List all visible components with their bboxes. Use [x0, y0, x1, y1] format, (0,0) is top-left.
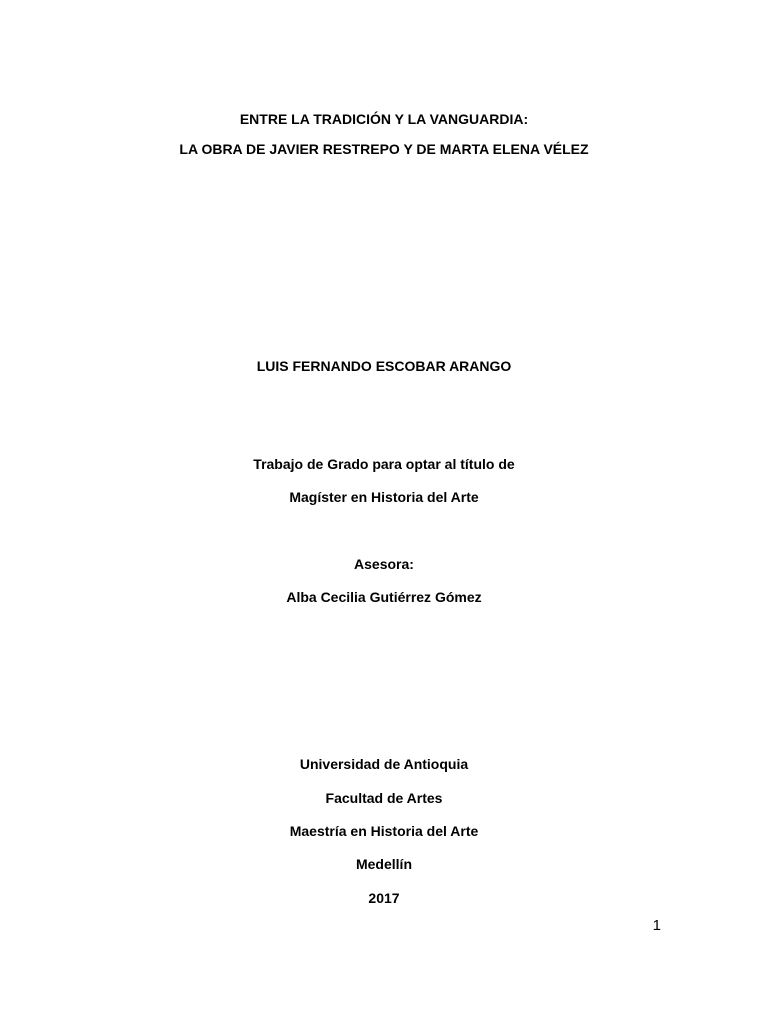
- author-name: LUIS FERNANDO ESCOBAR ARANGO: [256, 358, 512, 374]
- year: 2017: [368, 890, 400, 906]
- advisor-label: Asesora:: [354, 556, 414, 572]
- faculty-name: Facultad de Artes: [325, 790, 443, 806]
- advisor-name: Alba Cecilia Gutiérrez Gómez: [286, 589, 482, 605]
- degree-line-2: Magíster en Historia del Arte: [289, 489, 479, 505]
- page-number: 1: [652, 917, 661, 934]
- title-line-1: ENTRE LA TRADICIÓN Y LA VANGUARDIA:: [239, 111, 529, 127]
- title-line-2: LA OBRA DE JAVIER RESTREPO Y DE MARTA ELENA VÉLEZ: [179, 141, 589, 157]
- university-name: Universidad de Antioquia: [299, 756, 469, 772]
- degree-line-1: Trabajo de Grado para optar al título de: [253, 456, 515, 472]
- program-name: Maestría en Historia del Arte: [289, 823, 479, 839]
- city-name: Medellín: [355, 856, 412, 872]
